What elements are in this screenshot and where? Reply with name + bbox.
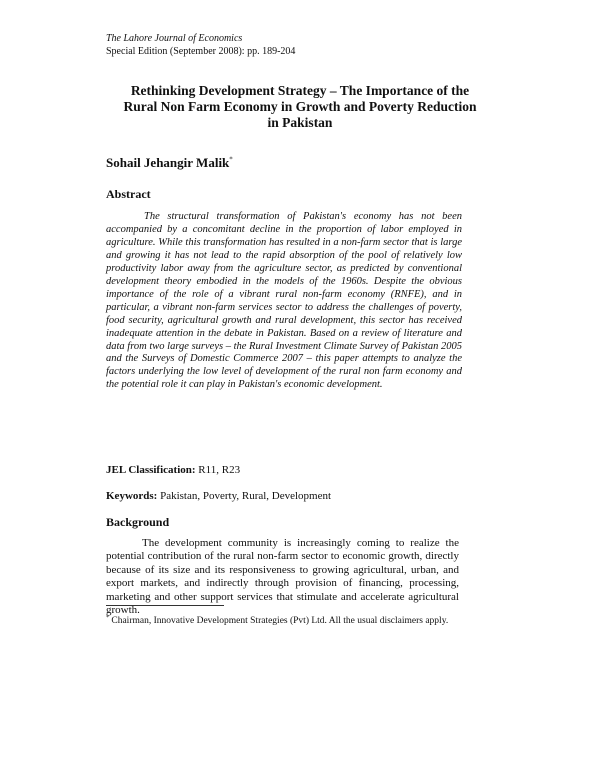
background-text: The development community is increasingly coming to realize the potential contribution of the rural non-farm sector to economic growth, directly because of its size and its responsiveness to growing agricultural, urban, and export markets, and indirectly through provision of financing, processing, marketing and other support services that stimulate and accelerate agricultural growth. <box>106 537 459 617</box>
keywords <box>106 490 331 502</box>
title-line: Rural Non Farm Economy in Growth and Poverty Reduction <box>123 99 477 114</box>
footnote-marker: * <box>106 615 109 621</box>
author-name: Sohail Jehangir Malik <box>106 155 230 170</box>
footnote-text: Chairman, Innovative Development Strategies (Pvt) Ltd. All the usual disclaimers apply. <box>111 616 449 627</box>
abstract-heading: Abstract <box>106 187 151 201</box>
background-heading: Background <box>106 515 170 529</box>
keywords-value: Pakistan, Poverty, Rural, Development <box>160 490 332 502</box>
title-line: in Pakistan <box>267 115 333 130</box>
journal-edition: Special Edition (September 2008): pp. 189-204 <box>106 46 296 57</box>
journal-header <box>106 32 295 58</box>
title-line: Rethinking Development Strategy – The Importance of the <box>130 83 470 98</box>
journal-name: The Lahore Journal of Economics <box>106 33 243 44</box>
author <box>106 155 233 171</box>
keywords-label: Keywords: <box>106 490 158 502</box>
jel-classification <box>106 464 240 476</box>
footnote-divider <box>106 605 224 606</box>
author-footnote-marker: * <box>229 155 233 164</box>
footnote <box>106 612 459 627</box>
jel-label: JEL Classification: <box>106 464 196 476</box>
abstract-text: The structural transformation of Pakistan's economy has not been accompanied by a concomitant decline in the proportion of labor employed in agriculture. While this transformation has resulted in a non-farm sector that is large and growing it has not lead to the rapid absorption of the pool of relatively low productivity labor away from the agriculture sector, as predicted by conventional development theory embodied in the models of the 1960s. Despite the obvious importance of the role of a vibrant rural non-farm economy (RNFE), and in particular, a vibrant non-farm services sector to address the challenges of poverty, food security, agricultural growth and rural development, this sector has received inadequate attention in the debate in Pakistan. Based on a review of literature and data from two large surveys – the Rural Investment Climate Survey of Pakistan 2005 and the Surveys of Domestic Commerce 2007 – this paper attempts to analyze the factors underlying the low level of development of the rural non farm economy and the potential role it can play in Pakistan's economic development. <box>106 211 462 391</box>
jel-value: R11, R23 <box>198 464 241 476</box>
paper-title <box>106 83 494 131</box>
